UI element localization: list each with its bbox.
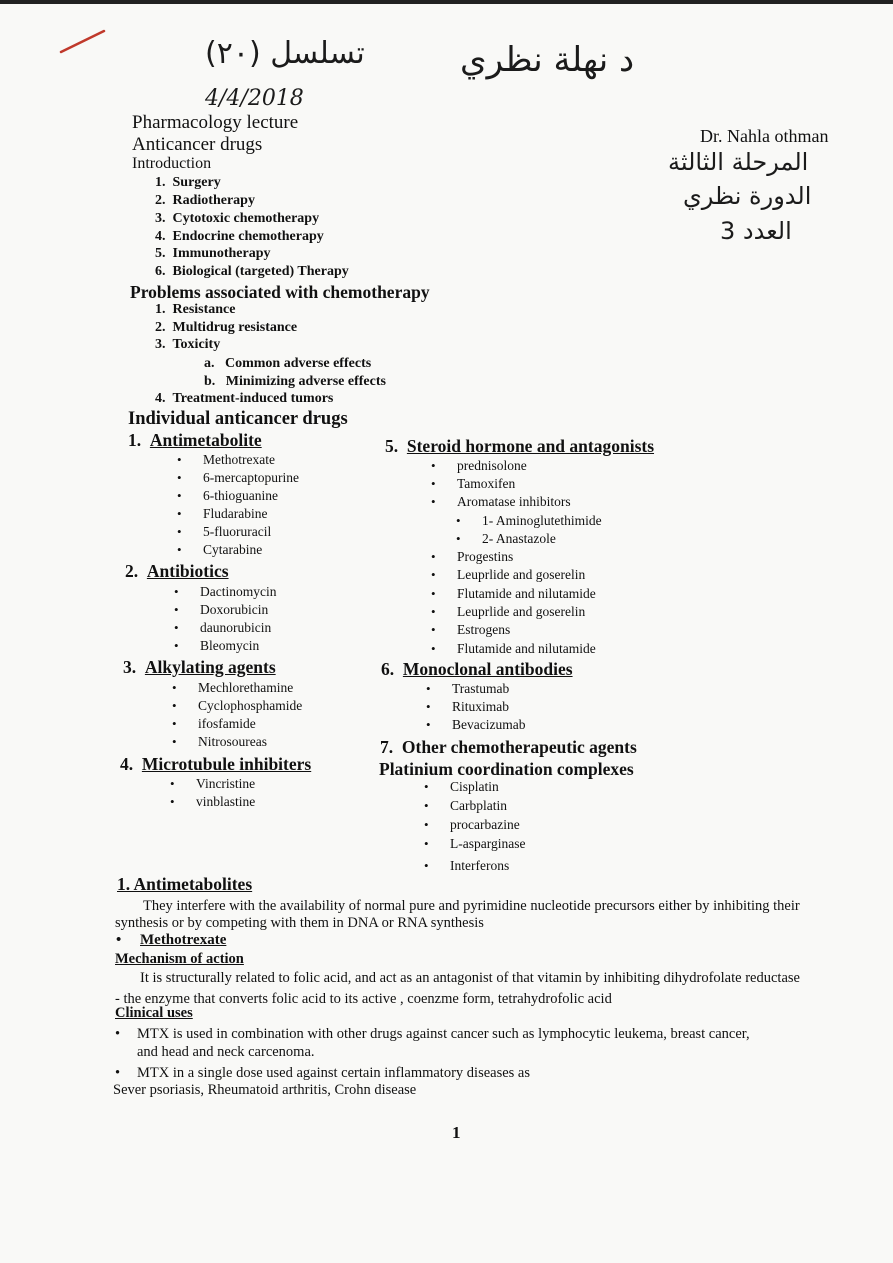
list-item: • Estrogens <box>457 622 510 638</box>
handwritten-stage: المرحلة الثالثة <box>668 148 809 176</box>
list-item: • Flutamide and nilutamide <box>457 641 596 657</box>
list-item: • Cytarabine <box>203 542 262 558</box>
handwritten-date: 4/4/2018 <box>205 86 304 111</box>
paragraph-line: It is structurally related to folic acid, and act as an antagonist of that vitamin by inhibiting dihydrofolate reductase <box>140 970 800 986</box>
pen-mark <box>58 28 108 56</box>
intro-heading: Introduction <box>132 155 212 172</box>
drug-heading: • Methotrexate <box>116 932 227 948</box>
list-item: a. Common adverse effects <box>204 356 372 371</box>
handwritten-course: الدورة نظري <box>683 182 812 210</box>
paragraph-line: - the enzyme that converts folic acid to its active , coenzme form, tetrahydrofolic acid <box>115 991 612 1007</box>
list-item: • Dactinomycin <box>200 584 276 600</box>
list-item: • vinblastine <box>196 794 255 810</box>
paragraph-line: synthesis or by competing with them in DNA or RNA synthesis <box>115 915 484 931</box>
author-name: Dr. Nahla othman <box>700 126 829 146</box>
list-item: • Flutamide and nilutamide <box>457 586 596 602</box>
list-item: 2. Radiotherapy <box>155 193 255 208</box>
lecture-subtitle: Anticancer drugs <box>132 134 263 155</box>
paragraph-line: They interfere with the availability of normal pure and pyrimidine nucleotide precursors either by inhibiting their <box>143 898 800 914</box>
list-item: • Bevacizumab <box>452 717 525 733</box>
list-item: • Rituximab <box>452 699 509 715</box>
list-item: • ifosfamide <box>198 716 256 732</box>
list-item: b. Minimizing adverse effects <box>204 374 386 389</box>
list-item: 5. Immunotherapy <box>155 246 271 261</box>
list-item: 1. Surgery <box>155 175 221 190</box>
paragraph-line: Sever psoriasis, Rheumatoid arthritis, Crohn disease <box>113 1082 417 1098</box>
page-number: 1 <box>452 1123 461 1142</box>
list-item: • 5-fluoruracil <box>203 524 271 540</box>
list-item: • Tamoxifen <box>457 476 515 492</box>
list-item: 4. Treatment-induced tumors <box>155 391 334 406</box>
group-heading: 2. Antibiotics <box>125 561 229 581</box>
lecture-title: Pharmacology lecture <box>132 112 299 133</box>
list-item: 1. Resistance <box>155 302 236 317</box>
individual-heading: Individual anticancer drugs <box>128 409 348 429</box>
group-heading: 6. Monoclonal antibodies <box>381 659 573 679</box>
handwritten-serial: تسلسل (٢٠) <box>205 36 365 71</box>
list-item: • Methotrexate <box>203 452 275 468</box>
group-heading: 7. Other chemotherapeutic agents <box>380 737 637 757</box>
group-heading: 1. Antimetabolite <box>128 430 262 450</box>
problems-heading: Problems associated with chemotherapy <box>130 282 430 302</box>
list-item: • Bleomycin <box>200 638 259 654</box>
list-item: • Vincristine <box>196 776 255 792</box>
list-item: • Leuprlide and goserelin <box>457 604 585 620</box>
list-item: • 6-mercaptopurine <box>203 470 299 486</box>
list-item: • prednisolone <box>457 458 527 474</box>
list-item: 3. Cytotoxic chemotherapy <box>155 211 320 226</box>
list-item: • Cisplatin <box>450 779 499 795</box>
list-item: • Carbplatin <box>450 798 507 814</box>
group-heading: 4. Microtubule inhibiters <box>120 754 312 774</box>
handwritten-issue: العدد 3 <box>720 217 792 245</box>
handwritten-doctor: د نهلة نظري <box>460 40 635 80</box>
top-edge-line <box>0 0 893 4</box>
list-item: • Progestins <box>457 549 513 565</box>
paragraph-line: • MTX is used in combination with other drugs against cancer such as lymphocytic leukema, breast cancer, <box>115 1026 750 1042</box>
list-item: • Mechlorethamine <box>198 680 293 696</box>
list-item: • Cyclophosphamide <box>198 698 302 714</box>
list-item: 6. Biological (targeted) Therapy <box>155 264 349 279</box>
list-item: 3. Toxicity <box>155 337 221 352</box>
list-item: • 6-thioguanine <box>203 488 278 504</box>
list-item: 4. Endocrine chemotherapy <box>155 229 324 244</box>
group-subheading: Platinium coordination complexes <box>379 759 634 779</box>
list-item: • 1- Aminoglutethimide <box>482 513 602 529</box>
section-heading: 1. Antimetabolites <box>117 874 253 894</box>
group-heading: 3. Alkylating agents <box>123 657 276 677</box>
list-item: • L-asparginase <box>450 836 525 852</box>
moa-heading: Mechanism of action <box>115 951 244 967</box>
list-item: • procarbazine <box>450 817 520 833</box>
list-item: 2. Multidrug resistance <box>155 320 298 335</box>
uses-heading: Clinical uses <box>115 1005 193 1021</box>
list-item: • Trastumab <box>452 681 509 697</box>
paragraph-line: • MTX in a single dose used against certain inflammatory diseases as <box>115 1065 531 1081</box>
list-item: • 2- Anastazole <box>482 531 556 547</box>
list-item: • daunorubicin <box>200 620 271 636</box>
list-item: • Interferons <box>450 858 509 874</box>
list-item: • Nitrosoureas <box>198 734 267 750</box>
list-item: • Fludarabine <box>203 506 267 522</box>
paragraph-line: and head and neck carcenoma. <box>137 1044 315 1060</box>
list-item: • Leuprlide and goserelin <box>457 567 585 583</box>
list-item: • Aromatase inhibitors <box>457 494 571 510</box>
group-heading: 5. Steroid hormone and antagonists <box>385 436 655 456</box>
list-item: • Doxorubicin <box>200 602 268 618</box>
